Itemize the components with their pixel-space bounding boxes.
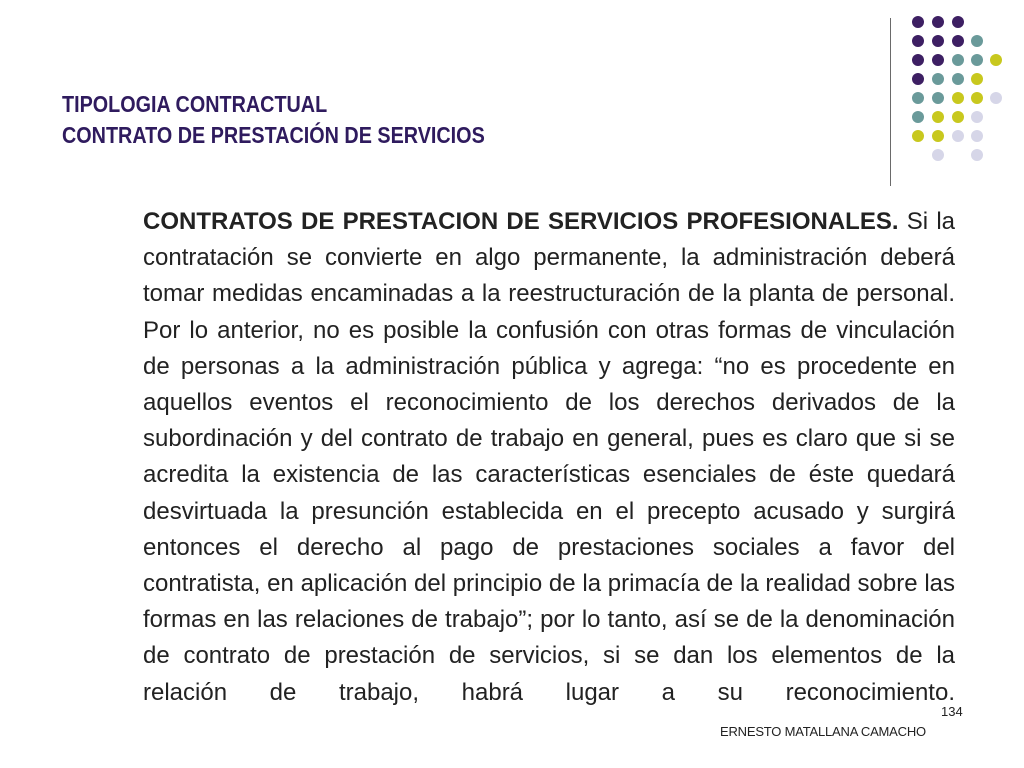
dot-yellow <box>952 92 964 104</box>
dot-teal <box>912 92 924 104</box>
dot-teal <box>971 35 983 47</box>
dot-teal <box>952 73 964 85</box>
dot-yellow <box>932 111 944 123</box>
dot-purple <box>952 16 964 28</box>
dot-yellow <box>912 130 924 142</box>
dot-yellow <box>971 73 983 85</box>
dot-lavender <box>971 111 983 123</box>
dot-lavender <box>990 92 1002 104</box>
dot-purple <box>932 35 944 47</box>
page-number: 134 <box>941 704 963 719</box>
dot-teal <box>932 92 944 104</box>
dot-lavender <box>971 130 983 142</box>
footer-author: ERNESTO MATALLANA CAMACHO <box>720 724 926 739</box>
dot-purple <box>932 16 944 28</box>
dot-lavender <box>952 130 964 142</box>
dot-yellow <box>952 111 964 123</box>
dot-yellow <box>971 92 983 104</box>
dot-purple <box>912 73 924 85</box>
slide-title <box>62 89 716 151</box>
dot-teal <box>971 54 983 66</box>
dot-lavender <box>932 149 944 161</box>
dot-yellow <box>932 130 944 142</box>
dot-teal <box>912 111 924 123</box>
dot-purple <box>932 54 944 66</box>
dot-purple <box>912 54 924 66</box>
body-paragraph <box>143 204 955 711</box>
vertical-divider <box>890 18 891 186</box>
title-line-1: TIPOLOGIA CONTRACTUAL <box>62 91 328 117</box>
dot-teal <box>952 54 964 66</box>
body-lead-heading: CONTRATOS DE PRESTACION DE SERVICIOS PROFESIONALES. <box>143 208 899 235</box>
dot-lavender <box>971 149 983 161</box>
dot-yellow <box>990 54 1002 66</box>
dot-purple <box>952 35 964 47</box>
dot-teal <box>932 73 944 85</box>
dot-purple <box>912 35 924 47</box>
body-text: Si la contratación se convierte en algo permanente, la administración deberá tomar medidas encaminadas a la reestructuración de la planta de personal. Por lo anterior, no es posible la confusión con otras formas de vinculación de personas a la administración pública y agrega: “no es procedente en aquellos eventos el reconocimiento de los derechos derivados de la subordinación y del contrato de trabajo en general, pues es claro que si se acredita la existencia de las características esenciales de éste quedará desvirtuada la presunción establecida en el precepto acusado y surgirá entonces el derecho al pago de prestaciones sociales a favor del contratista, en aplicación del principio de la primacía de la realidad sobre las formas en las relaciones de trabajo”; por lo tanto, así se de la denominación de contrato de prestación de servicios, si se dan los elementos de la relación de trabajo, habrá lugar a su reconocimiento. <box>143 208 956 706</box>
title-line-2: CONTRATO DE PRESTACIÓN DE SERVICIOS <box>62 122 485 148</box>
dot-purple <box>912 16 924 28</box>
